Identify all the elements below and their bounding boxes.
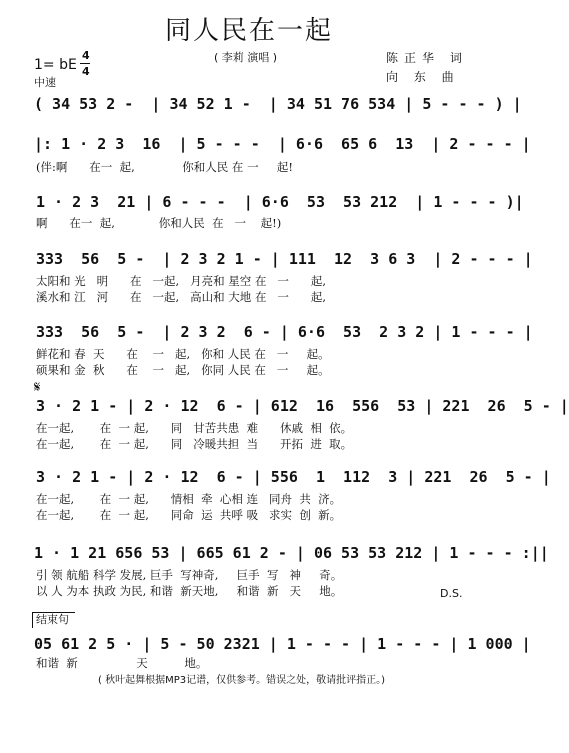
lyrics-line-1: (伴:啊 在一 起, 你和人民 在 一 起! <box>36 160 293 174</box>
song-title: 同人民在一起 <box>165 16 334 46</box>
lyrics-line-7a: 引 领 航船 科学 发展, 巨手 写神奇, 巨手 写 神 奇。 <box>36 568 343 582</box>
key-signature: 1= bE <box>34 57 77 73</box>
ending-label: 结束句 <box>36 613 69 626</box>
notes-line-6: 3 · 2 1 - | 2 · 12 6 - | 556 1 112 3 | 221 26 5 - | <box>36 468 551 486</box>
lyrics-line-2: 啊 在一 起, 你和人民 在 一 起!) <box>36 216 282 230</box>
lyrics-line-8: 和谐 新 天 地。 <box>36 656 208 670</box>
footer-note: ( 秋叶起舞根据MP3记谱，仅供参考。错误之处，敬请批评指正。) <box>98 675 386 686</box>
lyrics-line-4b: 硕果和 金 秋 在 一 起, 你同 人民 在 一 起。 <box>36 363 330 377</box>
time-signature-divider <box>80 63 90 64</box>
lyrics-line-3a: 太阳和 光 明 在 一起, 月亮和 星空 在 一 起, <box>36 274 327 288</box>
notes-line-5: 3 · 2 1 - | 2 · 12 6 - | 612 16 556 53 | 221 26 5 - | <box>36 397 569 415</box>
performer-credit: ( 李莉 演唱 ) <box>214 51 278 64</box>
intro-notes: ( 34 53 2 - | 34 52 1 - | 34 51 76 534 | 5 - - - ) | <box>34 95 522 113</box>
lyrics-line-3b: 溪水和 江 河 在 一起, 高山和 大地 在 一 起, <box>36 290 327 304</box>
notes-line-1: |: 1 · 2 3 16 | 5 - - - | 6·6 65 6 13 | 2 - - - | <box>34 135 531 153</box>
notes-line-8: 05 61 2 5 · | 5 - 50 2321 | 1 - - - | 1 - - - | 1 000 | <box>34 635 531 653</box>
time-signature-bottom: 4 <box>82 65 90 78</box>
lyricist-credit: 陈正华 词 <box>386 51 468 65</box>
dal-segno-marking: D.S. <box>440 587 463 600</box>
lyrics-line-5a: 在一起, 在 一 起, 同 甘苦共患 难 休戚 相 依。 <box>36 421 353 435</box>
lyrics-line-6a: 在一起, 在 一 起, 情相 牵 心相 连 同舟 共 济。 <box>36 492 342 506</box>
time-signature-top: 4 <box>82 49 90 62</box>
lyrics-line-6b: 在一起, 在 一 起, 同命 运 共呼 吸 求实 创 新。 <box>36 508 342 522</box>
lyrics-line-5b: 在一起, 在 一 起, 同 冷暖共担 当 开拓 进 取。 <box>36 437 353 451</box>
tempo-marking: 中速 <box>34 76 56 89</box>
segno-sign: 𝄋 <box>34 378 41 396</box>
lyrics-line-4a: 鲜花和 春 天 在 一 起, 你和 人民 在 一 起。 <box>36 347 330 361</box>
notes-line-4: 333 56 5 - | 2 3 2 6 - | 6·6 53 2 3 2 | 1 - - - | <box>36 323 533 341</box>
notes-line-3: 333 56 5 - | 2 3 2 1 - | 111 12 3 6 3 | 2 - - - | <box>36 250 533 268</box>
notes-line-2: 1 · 2 3 21 | 6 - - - | 6·6 53 53 212 | 1 - - - )| <box>36 193 524 211</box>
notes-line-7: 1 · 1 21 656 53 | 665 61 2 - | 06 53 53 212 | 1 - - - :|| <box>34 544 549 562</box>
lyrics-line-7b: 以 人 为本 执政 为民, 和谐 新天地, 和谐 新 天 地。 <box>36 584 343 598</box>
composer-credit: 向 东 曲 <box>386 70 460 84</box>
